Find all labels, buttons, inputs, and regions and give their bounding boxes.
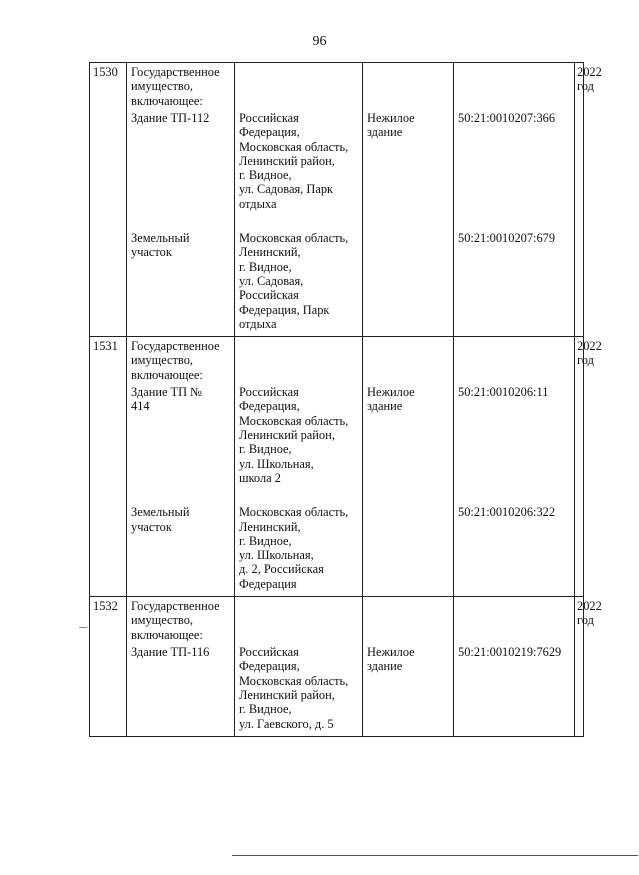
object-name-line: участок [131,519,172,534]
address-line: ул. Гаевского, д. 5 [239,716,334,731]
footer-rule [232,855,638,856]
group-label-line: Государственное [131,339,220,354]
address-line: г. Видное, [239,168,292,183]
group-label [131,599,230,645]
year-line: 2022 [577,599,602,614]
cadastral-value: 50:21:0010206:322 [458,505,556,520]
object-type-cell [363,597,454,737]
cadastral-cell [454,337,575,597]
year-line: 2022 [577,339,602,354]
object-type [367,111,449,231]
address-line: Московская область, [239,505,349,520]
cadastral-cell [454,597,575,737]
page-number: 96 [312,34,327,49]
registry-body [90,63,602,737]
address-line: Федерация, Парк [239,302,330,317]
header-spacer [367,599,449,645]
header-spacer [239,65,358,111]
group-label [131,65,230,111]
object-type-line: здание [367,659,403,674]
object-name [131,645,230,735]
address-line: Российская [239,288,299,303]
object-type-cell [363,337,454,597]
address-line: Федерация, [239,659,300,674]
group-label-line: имущество, [131,613,193,628]
object-type-line: здание [367,399,403,414]
group-label-line: включающее: [131,627,203,642]
address-line: Российская [239,111,299,125]
address-line: отдыха [239,316,277,331]
object-name-line: Здание ТП № [131,385,202,400]
address-line: отдыха [239,196,277,211]
cadastral-value: 50:21:0010219:7629 [458,645,562,660]
object-name [131,385,230,505]
row-number: 1530 [90,63,127,337]
object-name-line: 414 [131,399,150,414]
object-name-line: участок [131,245,172,260]
address-line: ул. Садовая, [239,273,304,288]
year-line: год [577,613,594,628]
object-type [367,385,449,505]
object-name-cell [127,597,235,737]
address-line: Московская область, [239,139,349,154]
address-line: Российская [239,645,299,660]
object-name-cell [127,63,235,337]
year-line: год [577,79,594,94]
address-line: ул. Школьная, [239,548,314,563]
margin-mark [79,627,87,628]
object-name-line: Земельный [131,505,190,520]
address-line: ул. Школьная, [239,456,314,471]
address-cell [235,337,363,597]
group-label-line: Государственное [131,599,220,614]
header-spacer [239,599,358,645]
object-type [367,645,449,735]
object-address [239,111,358,231]
registry-row [90,63,584,337]
group-label-line: включающее: [131,93,203,108]
object-name-cell [127,337,235,597]
cadastral-number [458,111,570,231]
address-line: Российская [239,385,299,400]
address-line: д. 2, Российская [239,562,324,577]
address-line: г. Видное, [239,442,292,457]
address-line: г. Видное, [239,259,292,274]
row-number: 1532 [90,597,127,737]
group-label [131,339,230,385]
row-number: 1531 [90,337,127,597]
object-name-line: Здание ТП-116 [131,645,210,660]
cadastral-number [458,231,570,335]
object-type [367,505,449,595]
year-cell [575,337,602,597]
object-name-line: Земельный [131,231,190,246]
object-type [367,231,449,335]
group-label-line: включающее: [131,367,203,382]
header-spacer [458,339,570,385]
object-name-line: Здание ТП-112 [131,111,210,125]
address-line: Московская область, [239,413,349,428]
group-label-line: имущество, [131,353,193,368]
address-line: Московская область, [239,673,349,688]
object-type-cell [363,63,454,337]
cadastral-number [458,645,570,735]
address-line: школа 2 [239,470,281,485]
cadastral-value: 50:21:0010207:366 [458,111,556,125]
address-line: Ленинский район, [239,687,335,702]
address-line: Ленинский, [239,245,301,260]
header-spacer [239,339,358,385]
year-line: год [577,353,594,368]
address-cell [235,597,363,737]
address-line: Федерация, [239,125,300,140]
object-address [239,645,358,735]
address-line: Федерация [239,576,297,591]
address-cell [235,63,363,337]
group-label-line: Государственное [131,65,220,79]
object-type-line: Нежилое [367,385,415,400]
object-name [131,111,230,231]
object-type-line: Нежилое [367,111,415,125]
address-line: г. Видное, [239,702,292,717]
address-line: Ленинский район, [239,428,335,443]
address-line: Федерация, [239,399,300,414]
object-name [131,505,230,595]
cadastral-number [458,385,570,505]
header-spacer [367,65,449,111]
object-type-line: Нежилое [367,645,415,660]
group-label-line: имущество, [131,79,193,94]
address-line: Ленинский, [239,519,301,534]
address-line: г. Видное, [239,533,292,548]
year-cell [575,63,602,337]
address-line: Ленинский район, [239,153,335,168]
header-spacer [458,65,570,111]
cadastral-value: 50:21:0010207:679 [458,231,556,246]
header-spacer [367,339,449,385]
object-address [239,231,358,335]
cadastral-number [458,505,570,595]
cadastral-value: 50:21:0010206:11 [458,385,549,400]
registry-row [90,337,584,597]
object-name [131,231,230,335]
year-line: 2022 [577,65,602,79]
object-address [239,385,358,505]
object-address [239,505,358,595]
header-spacer [458,599,570,645]
address-line: ул. Садовая, Парк [239,182,334,197]
object-type-line: здание [367,125,403,140]
address-line: Московская область, [239,231,349,246]
registry-row [90,597,584,737]
cadastral-cell [454,63,575,337]
property-registry-table [89,62,602,737]
year-cell [575,597,602,737]
